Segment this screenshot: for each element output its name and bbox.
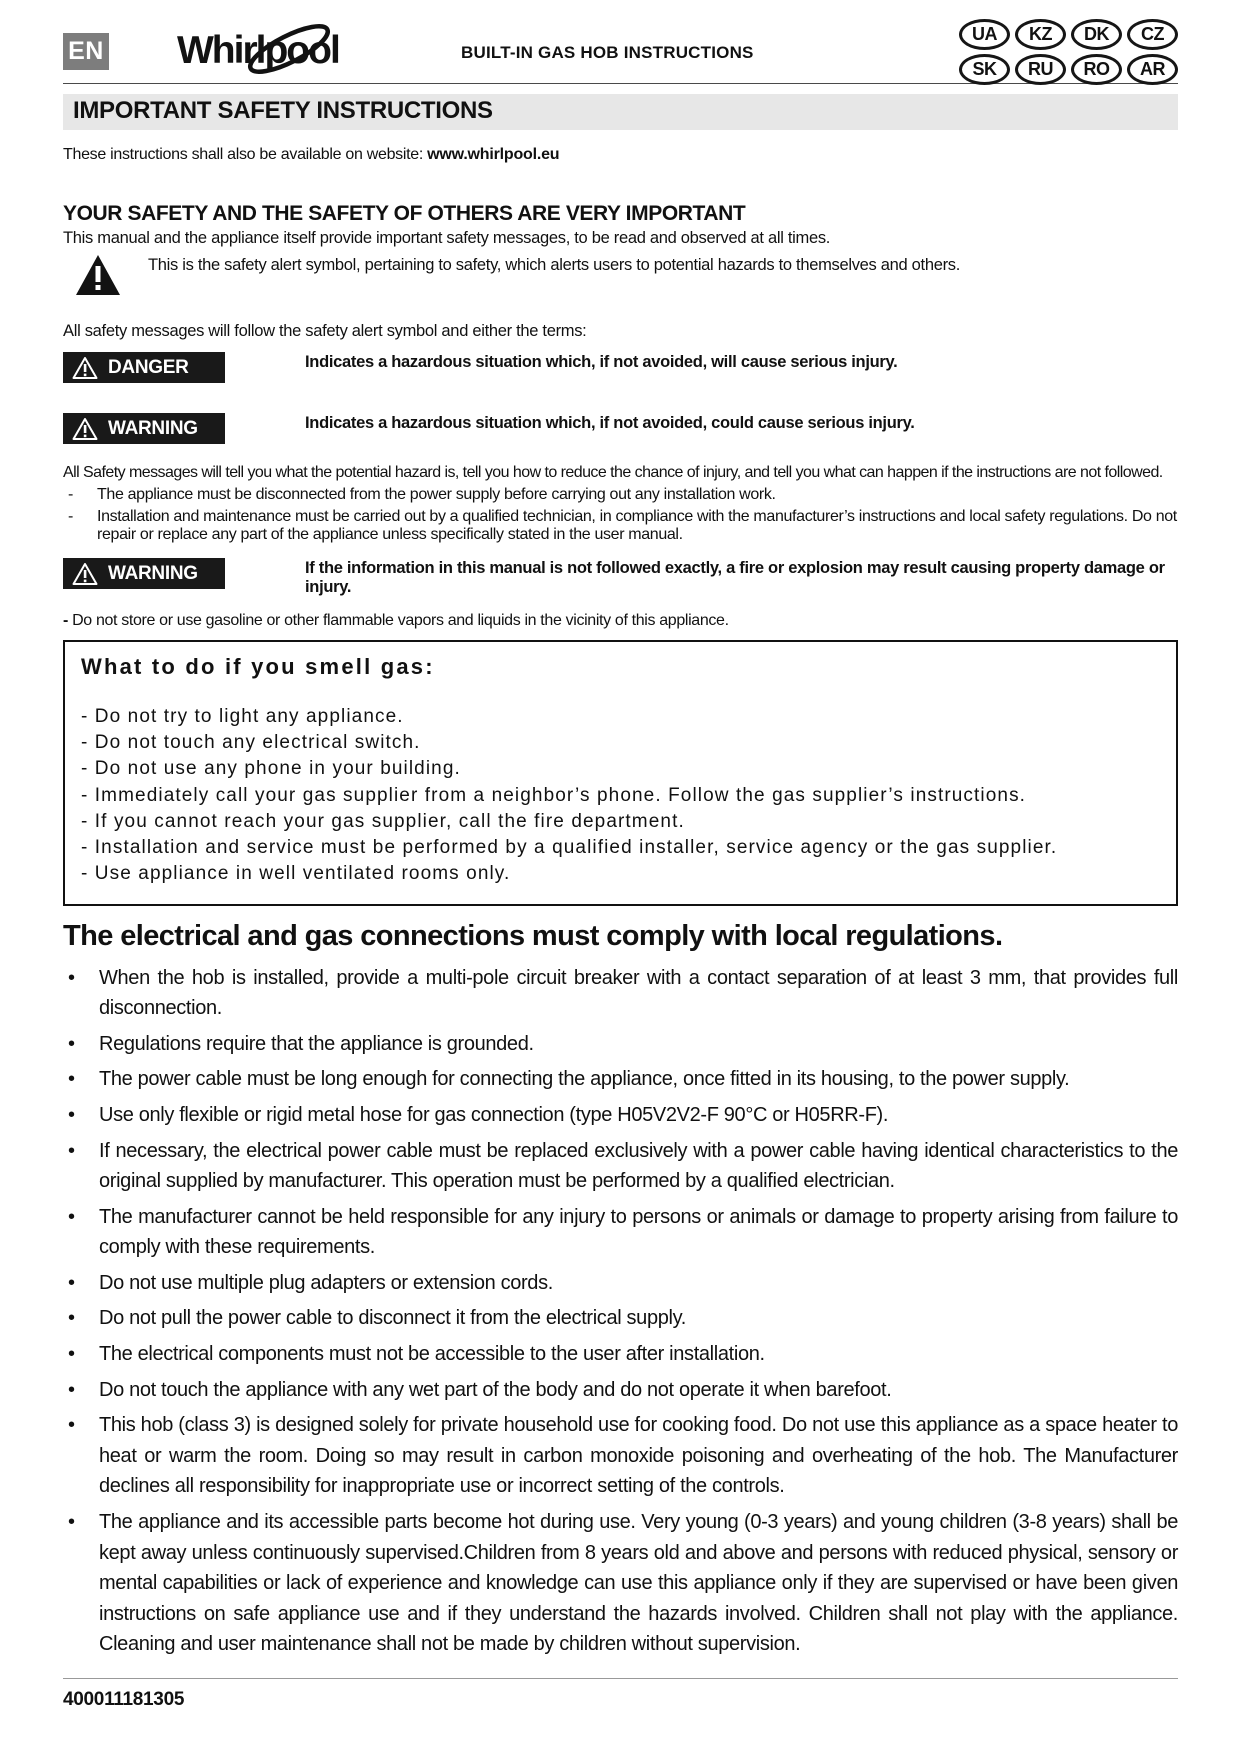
lang-oval-ua: UA [959,19,1010,50]
regulation-text: Do not touch the appliance with any wet part of the body and do not operate it when barefoot. [99,1378,892,1401]
danger-label: DANGER [108,356,189,378]
footer-divider [63,1678,1178,1679]
lang-oval-sk: SK [959,54,1010,85]
flammable-text: Do not store or use gasoline or other flammable vapors and liquids in the vicinity of this appliance. [72,612,729,629]
gas-list-item: - Installation and service must be performed by a qualified installer, service agency or the gas supplier. [81,837,1058,859]
regulation-text: This hob (class 3) is designed solely for private household use for cooking food. Do not use this appliance as a space heater to heat or warm the room. Doing so may result in carbon monoxide poisoning and overheating of the hob. The Manufacturer declines all responsibility for inappropriate use or incorrect setting of the controls. [99,1414,1178,1498]
regulation-text: The manufacturer cannot be held responsible for any injury to persons or animals or damage to property arising from failure to comply with these requirements. [99,1205,1178,1259]
safety-alert-text: This is the safety alert symbol, pertaining to safety, which alerts users to potential hazards to themselves and others. [148,256,961,274]
danger-triangle-icon [72,356,98,380]
safety-banner-heading: IMPORTANT SAFETY INSTRUCTIONS [63,94,1178,130]
warning2-description: If the information in this manual is not followed exactly, a fire or explosion may result causing property damage or injury. [305,559,1165,596]
danger-row [63,352,1178,383]
website-line-text: These instructions shall also be available on website: [63,146,424,163]
hazard-paragraph: All Safety messages will tell you what the potential hazard is, tell you how to reduce the chance of injury, and tell you what can happen if the instructions are not followed. [63,464,1163,481]
smell-gas-list [81,704,1162,888]
dash-item-text: The appliance must be disconnected from the power supply before carrying out any installation work. [97,486,776,503]
bullet-marker: • [68,1032,75,1055]
warning-box [63,413,225,444]
smell-gas-box [63,640,1178,906]
regulation-item [63,1410,1178,1502]
bullet-marker: • [68,1414,75,1437]
regulation-item [63,1100,1178,1131]
danger-description: Indicates a hazardous situation which, if not avoided, will cause serious injury. [305,353,898,371]
gas-list-item: - Do not touch any electrical switch. [81,732,421,754]
dash-marker: - [63,612,68,629]
website-url: www.whirlpool.eu [427,146,560,163]
warning2-box [63,558,225,589]
terms-intro: All safety messages will follow the safety alert symbol and either the terms: [63,322,587,340]
regulations-title: The electrical and gas connections must comply with local regulations. [63,919,1003,952]
dash-marker: - [68,508,73,525]
warning-triangle-icon [72,417,98,441]
regulation-text: The power cable must be long enough for connecting the appliance, once fitted in its housing, to the power supply. [99,1068,1070,1091]
lang-oval-ro: RO [1071,54,1122,85]
bullet-marker: • [68,1511,75,1534]
regulation-text: If necessary, the electrical power cable must be replaced exclusively with a power cable having identical characteristics to the original supplied by manufacturer. This operation must be performed by a qualified electrician. [99,1139,1178,1193]
dash-item-installation [63,508,1178,544]
bullet-marker: • [68,1307,75,1330]
bullet-marker: • [68,1205,75,1228]
language-ovals [959,19,1178,85]
regulation-text: When the hob is installed, provide a multi-pole circuit breaker with a contact separation of at least 3 mm, that provides full disconnection. [99,966,1178,1020]
regulation-item [63,1375,1178,1406]
bullet-marker: • [68,1271,75,1294]
regulation-item [63,1029,1178,1060]
lang-oval-ar: AR [1127,54,1178,85]
smell-gas-title: What to do if you smell gas: [81,654,435,679]
whirlpool-logo-icon [175,20,375,82]
gas-list-item: - Use appliance in well ventilated rooms only. [81,863,511,885]
lang-oval-ru: RU [1015,54,1066,85]
bullet-marker: • [68,1343,75,1366]
regulation-text: The appliance and its accessible parts become hot during use. Very young (0-3 years) and young children (3-8 years) shall be kept away unless continuously supervised.Children from 8 years old and above and persons with reduced physical, sensory or mental capabilities or lack of experience and knowledge can use this appliance only if they are supervised or have been given instructions on safe appliance use and if they understand the hazards involved. Children shall not play with the appliance. Cleaning and user maintenance shall not be made by children without supervision. [99,1511,1178,1656]
warning-description: Indicates a hazardous situation which, if not avoided, could cause serious injury. [305,414,915,432]
dash-item-disconnect [63,486,1178,504]
warning2-label: WARNING [108,562,198,584]
warning-triangle-icon [72,562,98,586]
regulation-item [63,963,1178,1024]
document-title: BUILT-IN GAS HOB INSTRUCTIONS [461,43,754,62]
warning2-row [63,558,1178,597]
importance-body: This manual and the appliance itself provide important safety messages, to be read and observed at all times. [63,229,831,247]
regulation-item [63,1202,1178,1263]
regulation-item [63,1064,1178,1095]
regulation-item [63,1268,1178,1299]
regulation-text: Do not pull the power cable to disconnect it from the electrical supply. [99,1307,686,1330]
gas-list-item: - Do not use any phone in your building. [81,758,461,780]
flammable-line [63,612,1178,630]
page-header [63,22,1178,80]
document-code: 400011181305 [63,1689,185,1710]
bullet-marker: • [68,1378,75,1401]
warning-label: WARNING [108,417,198,439]
danger-box [63,352,225,383]
regulation-text: Regulations require that the appliance is grounded. [99,1032,534,1055]
regulation-text: Do not use multiple plug adapters or extension cords. [99,1271,553,1294]
regulation-item [63,1303,1178,1334]
dash-marker: - [68,486,73,503]
regulations-list [63,963,1178,1660]
gas-list-item: - Immediately call your gas supplier from a neighbor’s phone. Follow the gas supplier’s instructions. [81,784,1027,806]
regulation-item [63,1507,1178,1660]
svg-text:Whirlpool: Whirlpool [177,29,339,72]
bullet-marker: • [68,1103,75,1126]
gas-list-item: - If you cannot reach your gas supplier, call the fire department. [81,810,685,832]
bullet-marker: • [68,1068,75,1091]
website-line [63,146,1178,164]
lang-oval-dk: DK [1071,19,1122,50]
bullet-marker: • [68,1139,75,1162]
bullet-marker: • [68,966,75,989]
lang-oval-kz: KZ [1015,19,1066,50]
regulation-text: The electrical components must not be accessible to the user after installation. [99,1343,765,1366]
dash-item-text: Installation and maintenance must be carried out by a qualified technician, in compliance with the manufacturer’s instructions and local safety regulations. Do not repair or replace any part of the appliance unless specifically stated in the user manual. [97,508,1177,543]
safety-alert-row [63,254,1178,296]
regulation-item [63,1136,1178,1197]
whirlpool-logo [175,22,375,80]
regulation-item [63,1339,1178,1370]
lang-oval-cz: CZ [1127,19,1178,50]
importance-title: YOUR SAFETY AND THE SAFETY OF OTHERS ARE VERY IMPORTANT [63,202,746,225]
language-badge-en: EN [63,33,109,70]
gas-list-item: - Do not try to light any appliance. [81,706,404,727]
safety-alert-icon [75,254,121,296]
regulation-text: Use only flexible or rigid metal hose for gas connection (type H05V2V2-F 90°C or H05RR-F). [99,1103,889,1126]
warning-row [63,413,1178,444]
page-footer [63,1678,1178,1711]
